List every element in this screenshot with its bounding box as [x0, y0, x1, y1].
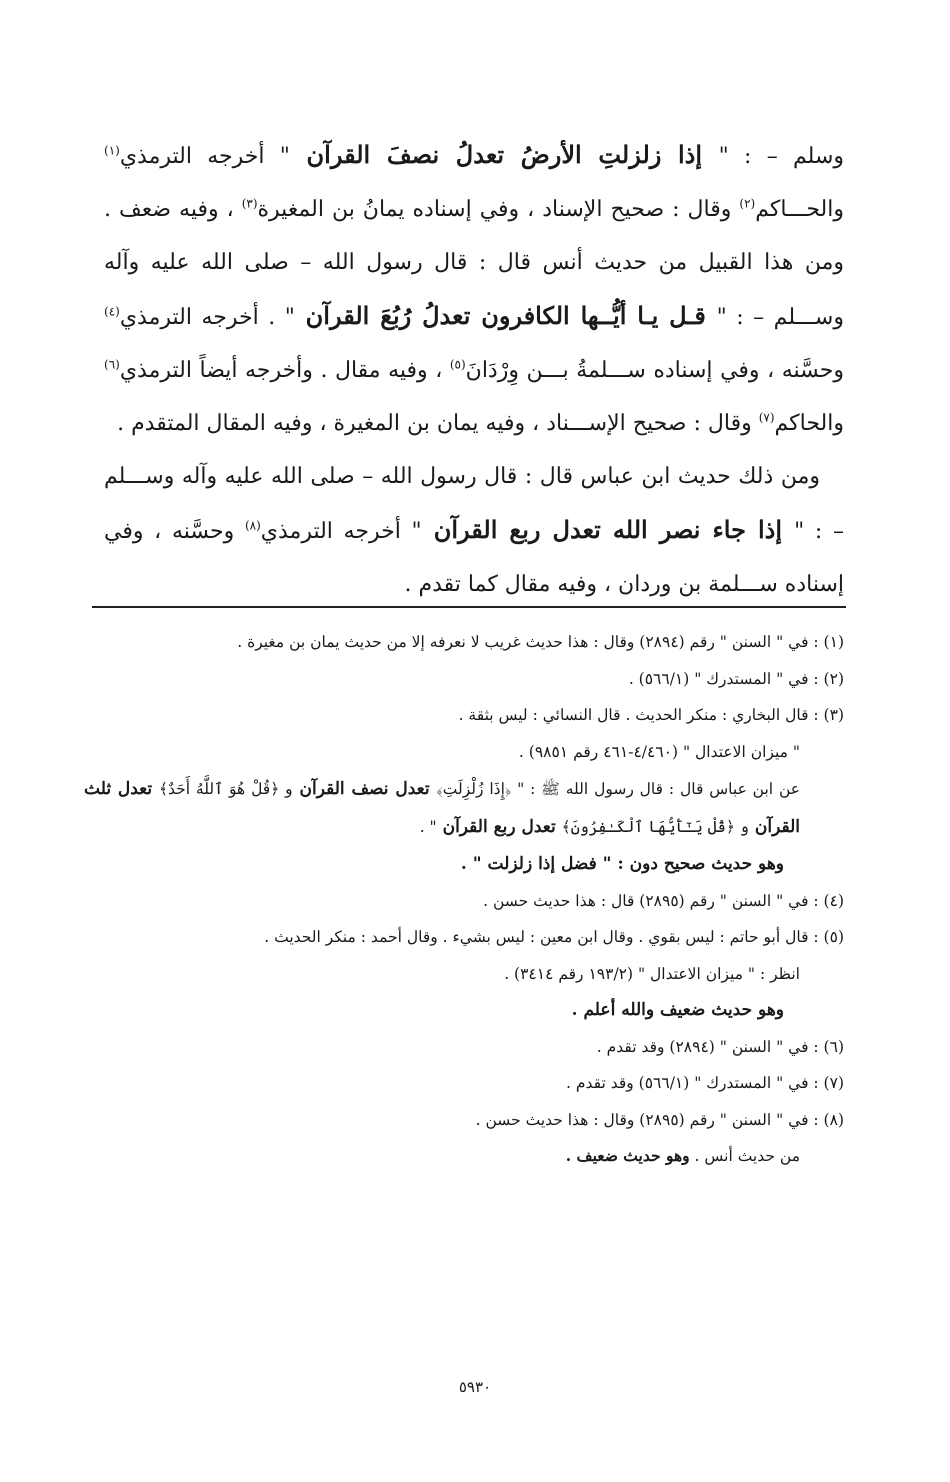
footnote-ref[interactable]: (٨) [244, 518, 261, 533]
footnote-ref[interactable]: (٤) [104, 304, 120, 319]
text-segment: من حديث أنس . [689, 1147, 800, 1165]
text-segment: و ﴿قُلْ هُوَ ٱللَّهُ أَحَدٌ﴾ [158, 780, 293, 798]
hadith-quote: قـل يـا أيُّــها الكافرون تعدلُ رُبُعَ القرآن [294, 301, 717, 330]
bold-text: تعدل نصف القرآن [292, 779, 437, 799]
footnote-8: (٨) : في " السنن " رقم (٢٨٩٥) وقال : هذا حديث حسن . [475, 1110, 844, 1129]
footnote-divider [92, 606, 846, 608]
footnote-3: (٣) : قال البخاري : منكر الحديث . قال النسائي : ليس بثقة . [458, 706, 844, 724]
footnote-4: (٤) : في " السنن " رقم (٢٨٩٥) قال : هذا حديث حسن . [483, 891, 844, 910]
text-segment: ، وفيه مقال . وأخرجه أيضاً الترمذي [119, 358, 450, 383]
footnote-1: (١) : في " السنن " رقم (٢٨٩٤) وقال : هذا حديث غريب لا نعرفه إلا من حديث يمان بن مغيرة . [237, 633, 844, 651]
footnote-ref[interactable]: (١) [104, 143, 120, 158]
text-segment: والحاكم [774, 411, 844, 436]
footnote-ref[interactable]: (٣) [241, 196, 258, 211]
text-segment: وسلم – : " [718, 144, 844, 169]
paragraph-1 [104, 128, 844, 450]
footnote-3-reference: " ميزان الاعتدال " (٤/٤٦٠-٤٦١ رقم ٩٨٥١) . [518, 742, 800, 761]
text-segment: ، وفيه ضعف . ومن هذا القبيل من حديث أنس قال : قال رسول الله – صلى الله عليه وآله وســـلم – : " [104, 197, 844, 330]
bold-text: وهو حديث ضعيف . [565, 1146, 690, 1165]
footnote-5: (٥) : قال أبو حاتم : ليس بقوي . وقال ابن معين : ليس بشيء . وقال أحمد : منكر الحديث . [264, 928, 844, 946]
hadith-quote: إذا جاء نصر الله تعدل ربع القرآن [421, 515, 795, 544]
footnotes [84, 624, 844, 1175]
footnote-ref[interactable]: (٢) [739, 196, 756, 211]
text-segment: والحـــاكم [755, 197, 844, 222]
footnote-5-verdict: وهو حديث ضعيف والله أعلم . [571, 1000, 784, 1020]
text-segment: " أخرجه الترمذي [260, 519, 422, 544]
footnote-3-hadith [84, 770, 844, 846]
text-segment: وقال : صحيح الإسناد ، وفي إسناده يمانُ بن المغيرة [257, 197, 740, 222]
text-segment: و ﴿قُلْ يَـٰٓأَيُّهَا ٱلْكَـٰفِرُونَ﴾ [561, 818, 749, 836]
footnote-2: (٢) : في " المستدرك " (٥٦٦/١) . [628, 669, 844, 688]
text-segment: وحسَّنه ، وفي إسناده ســـلمةُ بـــن وِرْدَانَ [465, 358, 844, 383]
footnote-8-verdict [84, 1138, 844, 1175]
text-segment: " أخرجه الترمذي [119, 144, 290, 169]
text-segment: وقال : صحيح الإســـناد ، وفيه يمان بن المغيرة ، وفيه المقال المتقدم . [117, 411, 759, 436]
main-text [104, 128, 844, 611]
footnote-5-reference: انظر : " ميزان الاعتدال " (١٩٣/٢ رقم ٣٤١٤) . [504, 964, 800, 983]
text-segment: ومن ذلك حديث ابن عباس قال : قال رسول الله – صلى الله عليه وآله وســـلم – : " [104, 464, 844, 544]
footnote-ref[interactable]: (٧) [758, 410, 775, 425]
page-number: ٥٩٣٠ [458, 1378, 492, 1396]
text-segment: " . أخرجه الترمذي [119, 305, 295, 330]
footnote-7: (٧) : في " المستدرك " (٥٦٦/١) وقد تقدم . [566, 1074, 844, 1092]
bold-text: تعدل ثلث القرآن [84, 779, 800, 837]
footnote-6: (٦) : في " السنن " (٢٨٩٤) وقد تقدم . [596, 1037, 844, 1056]
bold-text: تعدل ربع القرآن [436, 817, 562, 837]
footnote-ref[interactable]: (٥) [449, 357, 466, 372]
footnote-3-verdict: وهو حديث صحيح دون : " فضل إذا زلزلت " . [460, 854, 784, 874]
text-segment: " . [419, 818, 437, 836]
hadith-quote: إذا زلزلتِ الأرضُ تعدلُ نصفَ القرآن [289, 140, 719, 169]
footnote-ref[interactable]: (٦) [104, 357, 120, 372]
text-segment: عن ابن عباس قال : قال رسول الله ﷺ : " ﴿إِذَا زُلْزِلَتِ﴾ [436, 780, 800, 798]
paragraph-2 [104, 450, 844, 611]
text-segment: وحسَّنه ، وفي إسناده ســـلمة بن وردان ، وفيه مقال كما تقدم . [104, 519, 844, 597]
